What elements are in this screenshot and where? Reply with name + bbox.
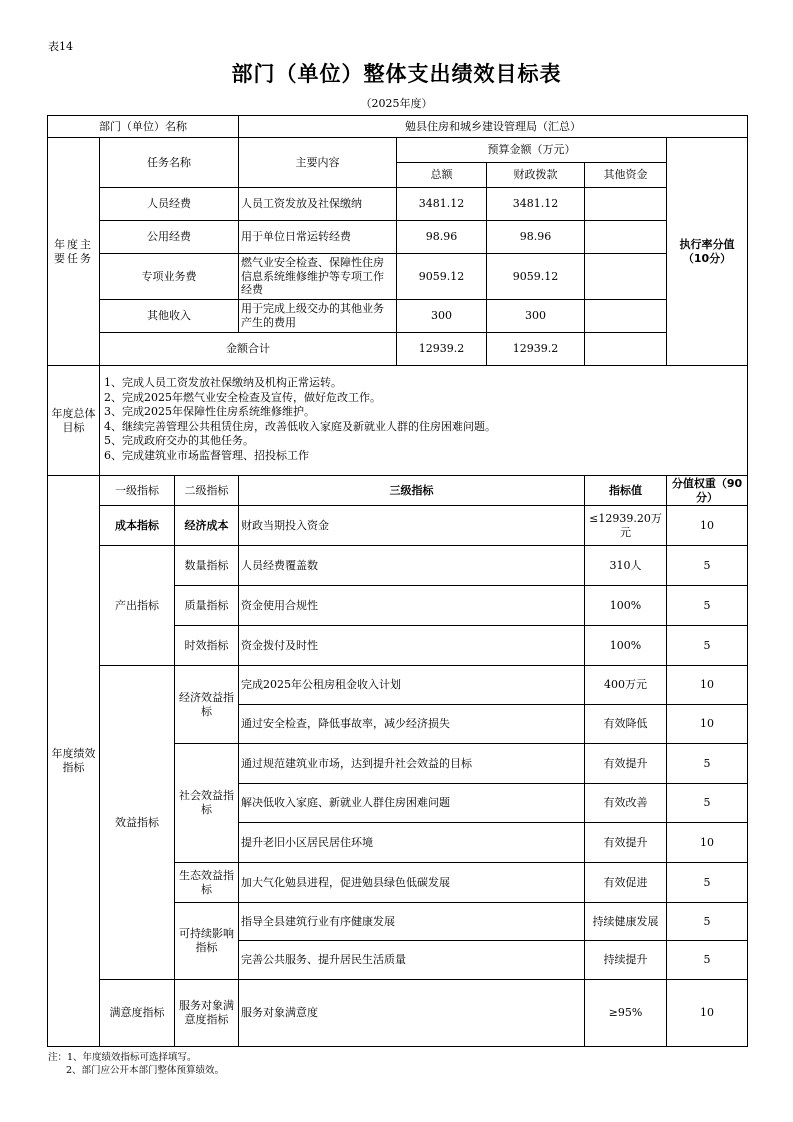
level2-timeliness: 时效指标 xyxy=(175,626,239,666)
indicator-value: 有效提升 xyxy=(585,823,667,863)
indicator-weight: 5 xyxy=(667,941,748,980)
footnotes xyxy=(48,1052,224,1078)
indicator-value: 有效降低 xyxy=(585,705,667,744)
task-content: 燃气业安全检查、保障性住房信息系统维修维护等专项工作经费 xyxy=(239,254,397,300)
indicator-weight: 5 xyxy=(667,626,748,666)
task-total: 98.96 xyxy=(397,221,487,254)
task-fiscal: 300 xyxy=(487,300,585,333)
indicator-value: 100% xyxy=(585,626,667,666)
indicator-level3: 完成2025年公租房租金收入计划 xyxy=(239,666,585,705)
task-fiscal: 3481.12 xyxy=(487,188,585,221)
level2-sustainable: 可持续影响指标 xyxy=(175,903,239,980)
overall-goals-list xyxy=(100,366,748,476)
task-name: 人员经费 xyxy=(100,188,239,221)
indicator-weight: 5 xyxy=(667,546,748,586)
level2-social-benefit: 社会效益指标 xyxy=(175,744,239,863)
indicator-weight: 5 xyxy=(667,586,748,626)
indicator-weight: 5 xyxy=(667,863,748,903)
task-other xyxy=(585,300,667,333)
budget-header: 预算金额（万元） xyxy=(397,138,667,163)
indicator-level3: 服务对象满意度 xyxy=(239,980,585,1047)
indicator-value: ≤12939.20万元 xyxy=(585,506,667,546)
level2-economic-benefit: 经济效益指标 xyxy=(175,666,239,744)
other-header: 其他资金 xyxy=(585,163,667,188)
level1-benefit: 效益指标 xyxy=(100,666,175,980)
task-total: 300 xyxy=(397,300,487,333)
total-header: 总额 xyxy=(397,163,487,188)
task-name-header: 任务名称 xyxy=(100,138,239,188)
task-total: 9059.12 xyxy=(397,254,487,300)
footnote-1: 注：1、年度绩效指标可选择填写。 xyxy=(48,1052,197,1063)
task-content: 人员工资发放及社保缴纳 xyxy=(239,188,397,221)
level1-output: 产出指标 xyxy=(100,546,175,666)
goal-line: 5、完成政府交办的其他任务。 xyxy=(104,434,254,448)
task-name: 其他收入 xyxy=(100,300,239,333)
indicator-weight: 10 xyxy=(667,666,748,705)
sum-fiscal: 12939.2 xyxy=(487,333,585,366)
level2-quality: 质量指标 xyxy=(175,586,239,626)
indicator-weight: 5 xyxy=(667,784,748,823)
sum-label: 金额合计 xyxy=(100,333,397,366)
level2-service-satisfaction: 服务对象满意度指标 xyxy=(175,980,239,1047)
indicator-level3: 资金拨付及时性 xyxy=(239,626,585,666)
task-fiscal: 98.96 xyxy=(487,221,585,254)
indicator-value: 400万元 xyxy=(585,666,667,705)
level1-cost: 成本指标 xyxy=(100,506,175,546)
indicator-weight: 5 xyxy=(667,744,748,784)
page-title: 部门（单位）整体支出绩效目标表 xyxy=(231,62,562,86)
indicator-level3: 财政当期投入资金 xyxy=(239,506,585,546)
indicator-weight: 10 xyxy=(667,980,748,1047)
level2-header: 二级指标 xyxy=(175,476,239,506)
task-name: 公用经费 xyxy=(100,221,239,254)
exec-rate-score: 执行率分值（10分） xyxy=(667,138,748,366)
level2-eco-benefit: 生态效益指标 xyxy=(175,863,239,903)
fiscal-header: 财政拨款 xyxy=(487,163,585,188)
task-content: 用于完成上级交办的其他业务产生的费用 xyxy=(239,300,397,333)
indicator-value: 有效促进 xyxy=(585,863,667,903)
indicator-level3: 提升老旧小区居民居住环境 xyxy=(239,823,585,863)
level2-economic-cost: 经济成本 xyxy=(175,506,239,546)
indicator-level3: 完善公共服务、提升居民生活质量 xyxy=(239,941,585,980)
indicator-value: 持续健康发展 xyxy=(585,903,667,941)
sum-total: 12939.2 xyxy=(397,333,487,366)
indicator-weight: 10 xyxy=(667,705,748,744)
year-label: （2025年度） xyxy=(360,97,433,110)
goal-line: 3、完成2025年保障性住房系统维修维护。 xyxy=(104,405,315,419)
task-content: 用于单位日常运转经费 xyxy=(239,221,397,254)
goal-line: 4、继续完善管理公共租赁住房，改善低收入家庭及新就业人群的住房困难问题。 xyxy=(104,419,496,433)
weight-header: 分值权重（90分） xyxy=(667,476,748,506)
indicator-value: 310人 xyxy=(585,546,667,586)
indicator-level3: 加大气化勉县进程，促进勉县绿色低碳发展 xyxy=(239,863,585,903)
level3-header: 三级指标 xyxy=(239,476,585,506)
task-other xyxy=(585,254,667,300)
table-number: 表14 xyxy=(48,40,73,53)
indicator-value: 有效提升 xyxy=(585,744,667,784)
indicator-value: 持续提升 xyxy=(585,941,667,980)
task-total: 3481.12 xyxy=(397,188,487,221)
indicators-label: 年度绩效指标 xyxy=(48,476,100,1047)
goal-line: 2、完成2025年燃气业安全检查及宣传，做好危改工作。 xyxy=(104,390,381,404)
goal-line: 6、完成建筑业市场监督管理、招投标工作 xyxy=(104,448,309,462)
value-header: 指标值 xyxy=(585,476,667,506)
footnote-2: 2、部门应公开本部门整体预算绩效。 xyxy=(66,1064,225,1076)
annual-tasks-label: 年度主要任务 xyxy=(48,138,100,366)
indicator-level3: 指导全县建筑行业有序健康发展 xyxy=(239,903,585,941)
indicator-weight: 10 xyxy=(667,506,748,546)
indicator-value: 100% xyxy=(585,586,667,626)
level1-header: 一级指标 xyxy=(100,476,175,506)
level2-quantity: 数量指标 xyxy=(175,546,239,586)
sum-other xyxy=(585,333,667,366)
level1-satisfaction: 满意度指标 xyxy=(100,980,175,1047)
indicator-level3: 解决低收入家庭、新就业人群住房困难问题 xyxy=(239,784,585,823)
indicator-value: 有效改善 xyxy=(585,784,667,823)
indicator-weight: 5 xyxy=(667,903,748,941)
indicator-weight: 10 xyxy=(667,823,748,863)
indicator-level3: 通过安全检查，降低事故率，减少经济损失 xyxy=(239,705,585,744)
indicator-level3: 人员经费覆盖数 xyxy=(239,546,585,586)
task-other xyxy=(585,221,667,254)
dept-value: 勉县住房和城乡建设管理局（汇总） xyxy=(239,116,748,138)
performance-table xyxy=(47,115,748,1047)
goal-line: 1、完成人员工资发放社保缴纳及机构正常运转。 xyxy=(104,376,342,389)
task-fiscal: 9059.12 xyxy=(487,254,585,300)
dept-label: 部门（单位）名称 xyxy=(48,116,239,138)
overall-goals-label: 年度总体目标 xyxy=(48,366,100,476)
indicator-value: ≥95% xyxy=(585,980,667,1047)
task-name: 专项业务费 xyxy=(100,254,239,300)
content-header: 主要内容 xyxy=(239,138,397,188)
task-other xyxy=(585,188,667,221)
indicator-level3: 通过规范建筑业市场，达到提升社会效益的目标 xyxy=(239,744,585,784)
indicator-level3: 资金使用合规性 xyxy=(239,586,585,626)
